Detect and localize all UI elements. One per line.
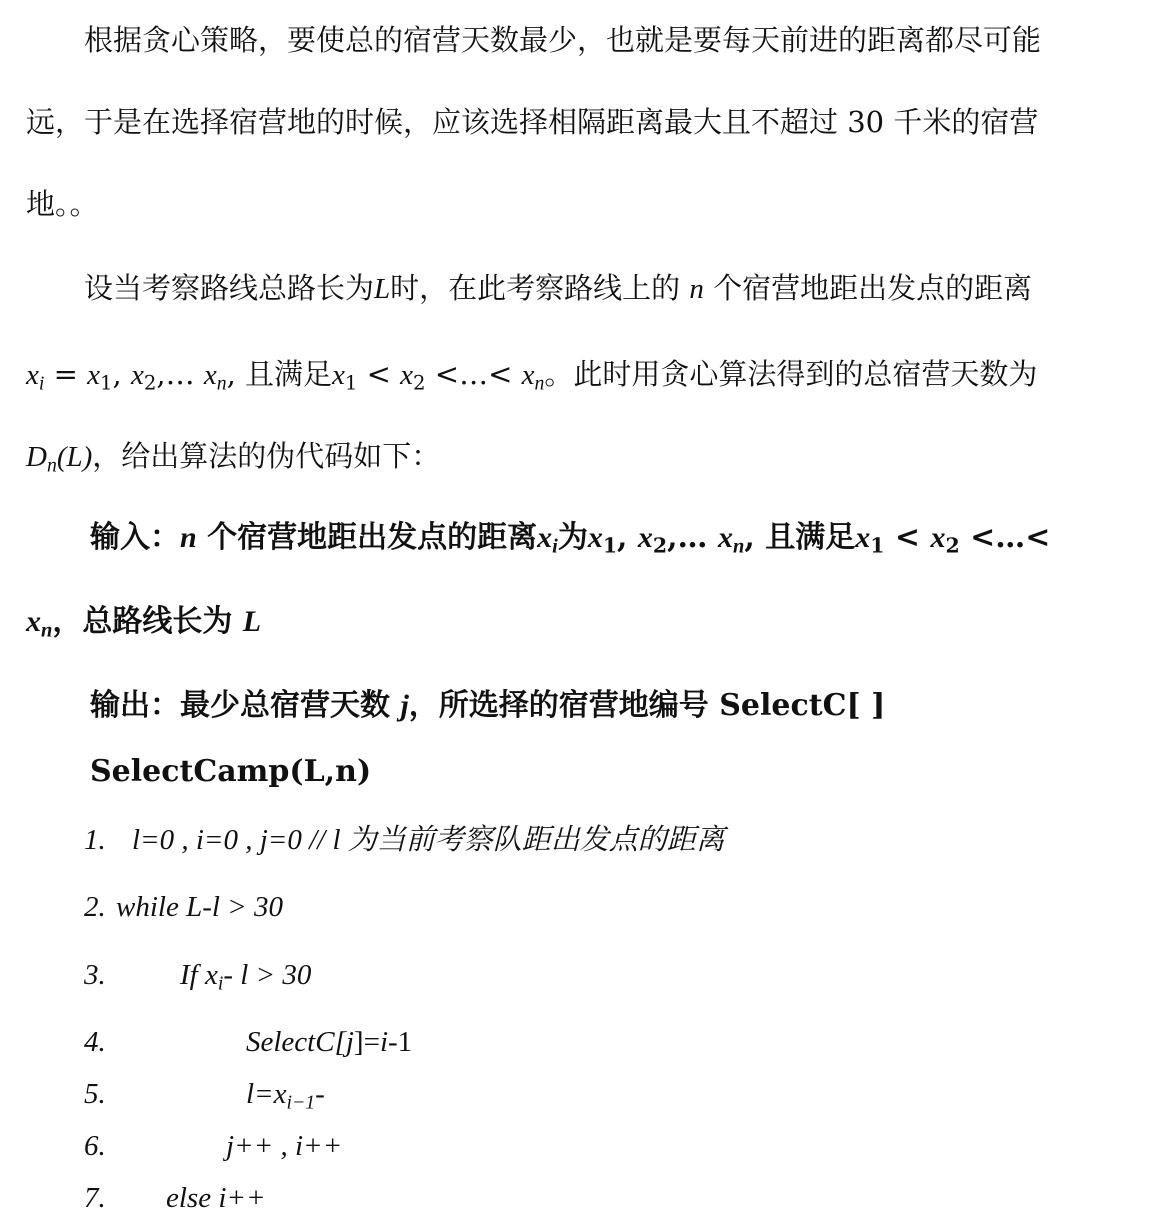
- var-j: j: [345, 1026, 354, 1058]
- code-text: [246, 1022, 412, 1062]
- var-x: x: [537, 521, 553, 554]
- sub-n: n: [41, 619, 53, 642]
- dots: ,…: [156, 357, 204, 391]
- code-part: If x: [180, 959, 218, 991]
- p2-text: ，给出算法的伪代码如下：: [92, 439, 441, 473]
- eq: =: [44, 357, 88, 391]
- input-text: ，总路线长为: [52, 604, 243, 639]
- output-text: ，所选择的宿营地编号 SelectC[ ]: [408, 688, 886, 723]
- code-text: else i++: [166, 1182, 266, 1214]
- var-x: x: [637, 521, 653, 554]
- sub-n: n: [733, 535, 745, 558]
- sub-n: n: [46, 454, 57, 477]
- code-part: SelectC[: [246, 1026, 346, 1058]
- p2-text: 个宿营地距出发点的距离: [703, 271, 1033, 305]
- line-number: 1.: [84, 824, 106, 856]
- output-label: 输出：最少总宿营天数: [90, 688, 401, 723]
- var-x: x: [587, 521, 603, 554]
- var-D: D: [26, 441, 47, 473]
- comma: ,: [617, 520, 638, 555]
- var-L: (L): [56, 441, 93, 473]
- sub-i-minus-1: i−1: [286, 1091, 316, 1114]
- code-text: [246, 1074, 325, 1114]
- var-x: x: [930, 521, 946, 554]
- dots: ,…: [667, 520, 718, 555]
- sub-2: 2: [143, 371, 157, 395]
- line-number: 5.: [84, 1078, 106, 1110]
- sub-i: i: [217, 972, 224, 995]
- paragraph2-line1: [84, 268, 1032, 309]
- comma: ,: [112, 357, 131, 391]
- line-number: 7.: [84, 1182, 106, 1214]
- sub-1: 1: [602, 533, 618, 558]
- input-text: 个宿营地距出发点的距离: [196, 520, 538, 555]
- var-x: x: [130, 359, 144, 391]
- var-j: j: [400, 689, 409, 722]
- line-number: 4.: [84, 1026, 106, 1058]
- code-part: - l > 30: [223, 959, 312, 991]
- var-i: i: [379, 1026, 388, 1058]
- p2-text: 时，在此考察路线上的: [390, 271, 690, 305]
- line-number: 6.: [84, 1130, 106, 1162]
- var-L: L: [374, 273, 391, 305]
- sub-i: i: [38, 372, 45, 395]
- input-label: 输入：: [90, 520, 180, 555]
- paragraph2-line2: [26, 354, 1037, 395]
- code-part: l=x: [246, 1078, 287, 1110]
- var-x: x: [855, 521, 871, 554]
- p2-text: 设当考察路线总路长为: [84, 271, 375, 305]
- output-line: [90, 686, 885, 726]
- sub-1: 1: [99, 371, 113, 395]
- function-name: SelectCamp(L,n): [90, 754, 372, 789]
- sub-n: n: [216, 372, 227, 395]
- sub-1: 1: [344, 371, 358, 395]
- var-x: x: [26, 605, 41, 638]
- input-text: 为: [557, 520, 588, 555]
- code-text: [180, 955, 311, 995]
- line-number: 2.: [84, 891, 106, 923]
- var-L: L: [242, 605, 262, 638]
- lt: <…<: [959, 520, 1051, 555]
- sub-2: 2: [945, 533, 960, 558]
- input-line1: [90, 518, 1050, 558]
- code-part: -: [315, 1078, 325, 1110]
- p2-text: , 且满足: [226, 357, 332, 391]
- sub-i: i: [552, 535, 558, 558]
- code-text: while L-l > 30: [116, 891, 283, 923]
- var-x: x: [203, 359, 217, 391]
- code-part: -1: [388, 1026, 413, 1058]
- paragraph1-line1: 根据贪心策略，要使总的宿营天数最少，也就是要每天前进的距离都尽可能: [84, 23, 1042, 57]
- var-x: x: [521, 359, 535, 391]
- sub-2: 2: [413, 371, 426, 395]
- var-x: x: [332, 359, 345, 391]
- paragraph2-line3: [26, 436, 440, 477]
- sub-n: n: [534, 372, 545, 395]
- input-text: , 且满足: [744, 520, 856, 555]
- var-x: x: [718, 521, 733, 554]
- code-text: l=0 , i=0 , j=0 // l 为当前考察队距出发点的距离: [132, 824, 725, 856]
- lt: <: [357, 357, 401, 391]
- code-part: ]=: [353, 1026, 380, 1058]
- var-n: n: [180, 521, 197, 554]
- var-x: x: [26, 359, 39, 391]
- var-n: n: [689, 273, 704, 305]
- line-number: 3.: [84, 959, 106, 991]
- p2-text: 。此时用贪心算法得到的总宿营天数为: [544, 357, 1038, 391]
- var-x: x: [400, 359, 414, 391]
- code-text: j++ , i++: [226, 1130, 343, 1162]
- sub-2: 2: [652, 533, 668, 558]
- paragraph1-line2: 远，于是在选择宿营地的时候，应该选择相隔距离最大且不超过 30 千米的宿营: [26, 105, 1039, 139]
- lt: <…<: [425, 357, 522, 391]
- paragraph1-line3: 地。。: [26, 187, 99, 221]
- input-line2: [26, 602, 261, 642]
- var-x: x: [87, 359, 100, 391]
- lt: <: [884, 520, 931, 555]
- sub-1: 1: [870, 533, 885, 558]
